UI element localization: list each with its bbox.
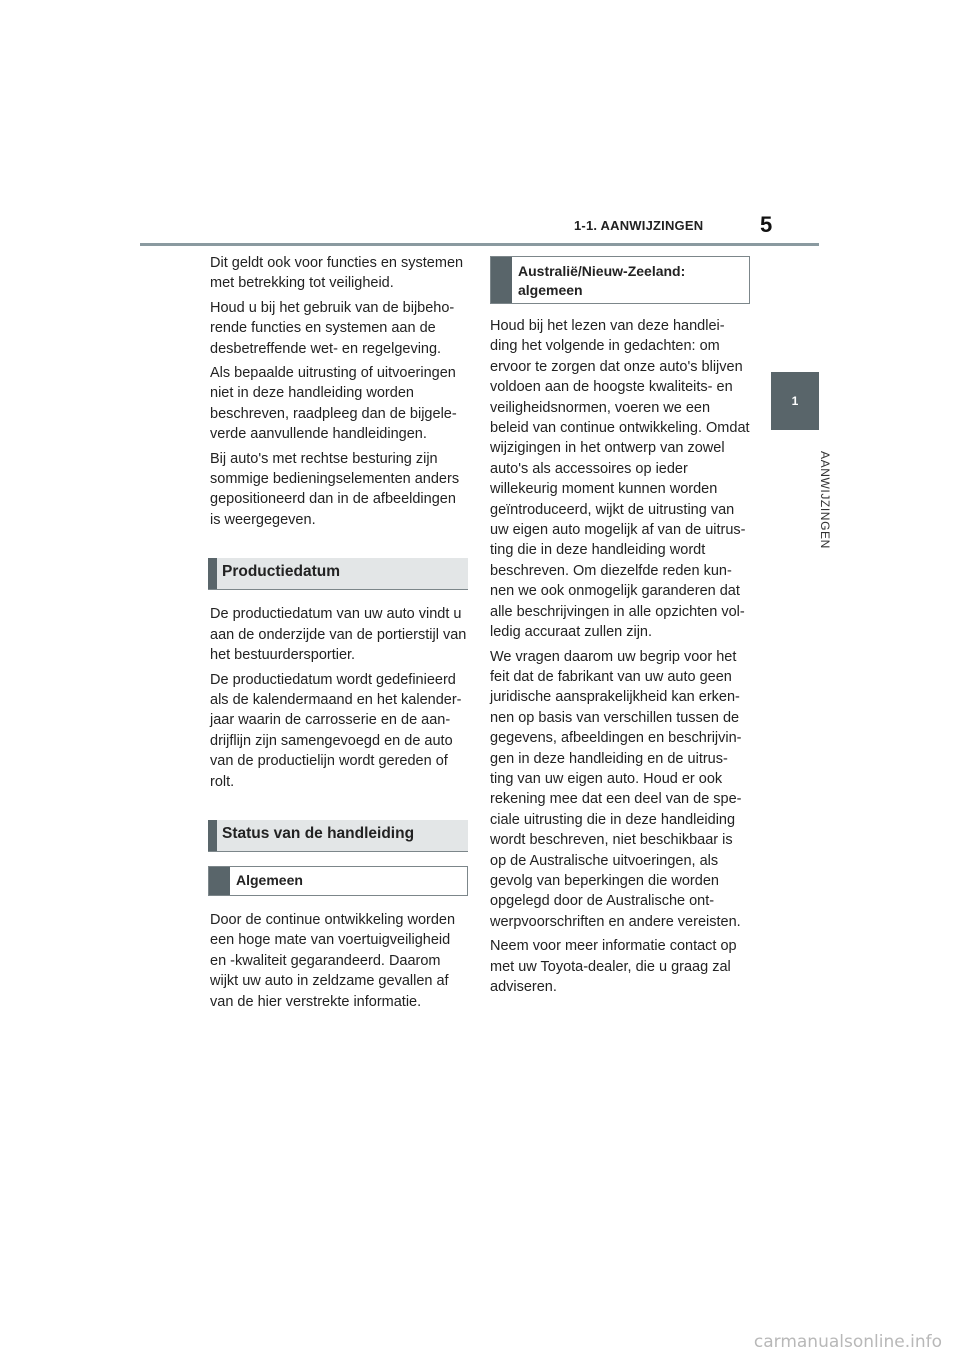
paragraph: Als bepaalde uitrusting of uitvoeringen niet in deze handleiding worden beschreven, raadpleeg dan de bijgele- verde aanvullende handleidingen. [210, 365, 457, 443]
paragraph: Houd bij het lezen van deze handlei- ding het volgende in gedachten: om ervoor te zorgen dat onze auto's blijven voldoen aan de hoogste kwaliteits- en veiligheidsnormen, voeren we een beleid van continue ontwikkeling. Omdat wijzigingen in het ontwerp van zowel auto's als accessoires op ieder willekeurig moment kunnen worden geïntroduceerd, wijkt de uitrusting van uw eigen auto mogelijk af van de uitrus- ting die in deze handleiding wordt beschreven. Om diezelfde reden kun- nen we ook onmogelijk garanderen dat alle beschrijvingen in alle opzichten vol- ledig accuraat zullen zijn. [490, 318, 750, 641]
page-number: 5 [760, 212, 773, 237]
subheading-marker [491, 257, 512, 303]
right-column [490, 256, 750, 1001]
paragraph: Bij auto's met rechtse besturing zijn sommige bedieningselementen anders gepositioneerd dan in de afbeeldingen is weergegeven. [210, 450, 460, 528]
header-divider [140, 243, 819, 246]
heading-marker [208, 820, 217, 851]
chapter-label-text: AANWIJZINGEN [818, 451, 832, 549]
paragraph: De productiedatum wordt gedefinieerd als de kalendermaand en het kalender- jaar waarin de carrosserie en de aan- drijflijn zijn samengevoegd en de auto van de productielijn wordt gereden of rolt. [210, 671, 462, 790]
paragraph: Door de continue ontwikkeling worden een hoge mate van voertuigveiligheid en -kwaliteit gegarandeerd. Daarom wijkt uw auto in zeldzame gevallen af van de hier verstrekte informatie. [210, 911, 456, 1010]
chapter-label [758, 445, 832, 555]
left-column [210, 253, 470, 1016]
section-heading-text: Status van de handleiding [222, 824, 415, 842]
section-heading-text: Productiedatum [222, 563, 340, 581]
subheading-general [208, 866, 468, 896]
paragraph: Houd u bij het gebruik van de bijbeho- rende functies en systemen aan de desbetreffende wet- en regelgeving. [210, 299, 455, 357]
subheading-australia [490, 256, 750, 304]
subheading-marker [209, 867, 230, 895]
section-heading-production [208, 558, 468, 590]
chapter-tab[interactable]: 1 [771, 372, 819, 430]
heading-marker [208, 558, 217, 589]
paragraph: Dit geldt ook voor functies en systemen met betrekking tot veiligheid. [210, 255, 464, 292]
subheading-text: Algemeen [236, 871, 303, 888]
section-heading-status [208, 820, 468, 852]
paragraph: Neem voor meer informatie contact op met uw Toyota-dealer, die u graag zal adviseren. [490, 938, 737, 995]
paragraph: De productiedatum van uw auto vindt u aan de onderzijde van de portierstijl van het bestuurdersportier. [210, 606, 467, 664]
paragraph: We vragen daarom uw begrip voor het feit dat de fabrikant van uw auto geen juridische aansprakelijkheid kan erken- nen op basis van verschillen tussen de gegevens, afbeeldingen en beschrijvin- gen in deze handleiding en de uitrus- ting van uw eigen auto. Houd er ook rekening mee dat een deel van de spe- ciale uitrusting die in deze handleiding wordt beschreven, niet beschikbaar is op de Australische uitvoeringen, als gevolg van beperkingen die worden opgelegd door de Australische ont- werpvoorschriften en andere vereisten. [490, 648, 742, 930]
subheading-text: Australië/Nieuw-Zeeland: algemeen [518, 263, 686, 298]
section-title: 1-1. AANWIJZINGEN [574, 218, 704, 233]
watermark: carmanualsonline.info [753, 1332, 942, 1352]
